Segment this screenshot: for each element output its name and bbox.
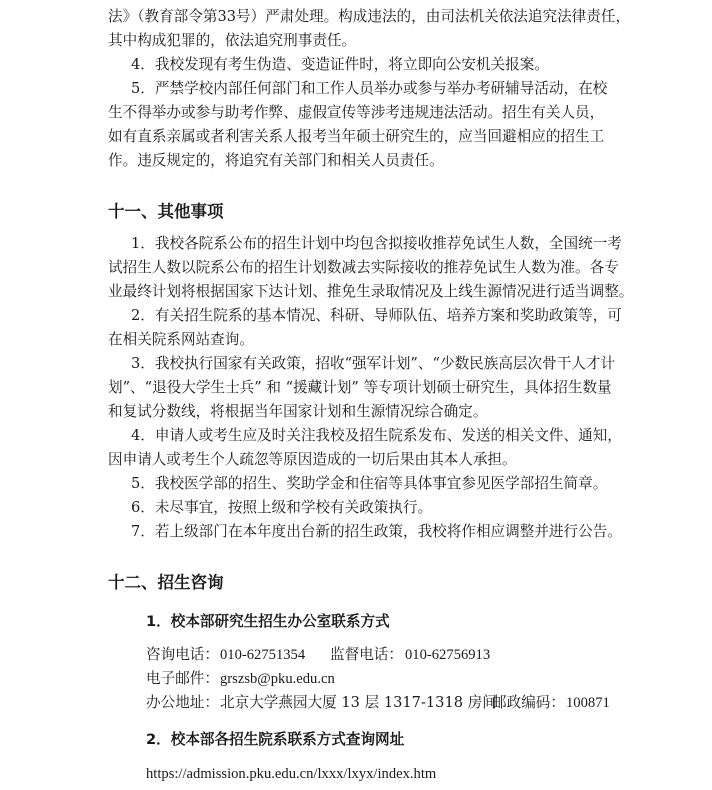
address-label: 办公地址： bbox=[146, 694, 219, 711]
subheading-main-campus-office: 1．校本部研究生招生办公室联系方式 bbox=[146, 613, 390, 630]
department-contacts-link[interactable]: https://admission.pku.edu.cn/lxxx/lxyx/index.htm bbox=[146, 766, 437, 782]
body-text-line: 法》（教育部令第33号）严肃处理。构成违法的，由司法机关依法追究法律责任， bbox=[108, 8, 631, 25]
email-address: grszsb@pku.edu.cn bbox=[220, 671, 335, 687]
body-text-line: 如有直系亲属或者利害关系人报考当年硕士研究生的，应当回避相应的招生工 bbox=[108, 128, 605, 145]
supervise-phone: 010-62756913 bbox=[405, 647, 491, 663]
supervise-phone-label: 监督电话： bbox=[330, 646, 403, 663]
list-item-5: 5．我校医学部的招生、奖助学金和住宿等具体事宜参见医学部招生简章。 bbox=[131, 475, 608, 492]
postcode-label: 邮政编码： bbox=[492, 694, 565, 711]
section-heading-other-matters: 十一、其他事项 bbox=[108, 202, 224, 221]
email-label: 电子邮件： bbox=[146, 670, 219, 687]
list-item-4: 4．申请人或考生应及时关注我校及招生院系发布、发送的相关文件、通知， bbox=[131, 427, 622, 444]
body-text-line: 和复试分数线，将根据当年国家计划和生源情况综合确定。 bbox=[108, 403, 488, 420]
list-item-2: 2．有关招生院系的基本情况、科研、导师队伍、培养方案和奖助政策等，可 bbox=[131, 307, 622, 324]
phone-label: 咨询电话： bbox=[146, 646, 219, 663]
body-text-line: 其中构成犯罪的，依法追究刑事责任。 bbox=[108, 32, 357, 49]
body-text-line: 因申请人或考生个人疏忽等原因造成的一切后果由其本人承担。 bbox=[108, 451, 517, 468]
body-text-line: 试招生人数以院系公布的招生计划数减去实际接收的推荐免试生人数为准。各专 bbox=[108, 259, 619, 276]
body-text-line: 作。违反规定的，将追究有关部门和相关人员责任。 bbox=[108, 152, 444, 169]
subheading-department-contacts: 2．校本部各招生院系联系方式查询网址 bbox=[146, 731, 405, 748]
list-item-6: 6．未尽事宜，按照上级和学校有关政策执行。 bbox=[131, 499, 433, 516]
body-text-line: 业最终计划将根据国家下达计划、推免生录取情况及上线生源情况进行适当调整。 bbox=[108, 283, 634, 300]
body-text-line: 划”、“退役大学生士兵” 和 “援藏计划” 等专项计划硕士研究生，具体招生数量 bbox=[108, 379, 612, 396]
inquiry-phone: 010-62751354 bbox=[220, 647, 306, 663]
list-item-3: 3．我校执行国家有关政策，招收“强军计划”、“少数民族高层次骨干人才计 bbox=[131, 355, 616, 372]
list-item-7: 7．若上级部门在本年度出台新的招生政策，我校将作相应调整并进行公告。 bbox=[131, 523, 622, 540]
body-text-line: 生不得举办或参与助考作弊、虚假宣传等涉考违规违法活动。招生有关人员， bbox=[108, 104, 605, 121]
list-item-5: 5．严禁学校内部任何部门和工作人员举办或参与举办考研辅导活动，在校 bbox=[131, 80, 608, 97]
office-address: 北京大学燕园大厦 13 层 1317-1318 房间 bbox=[220, 694, 497, 711]
list-item-4: 4．我校发现有考生伪造、变造证件时，将立即向公安机关报案。 bbox=[131, 56, 549, 73]
section-heading-admission-inquiry: 十二、招生咨询 bbox=[108, 573, 224, 592]
department-contacts-url[interactable] bbox=[146, 764, 436, 784]
postcode: 100871 bbox=[566, 695, 610, 711]
body-text-line: 在相关院系网站查询。 bbox=[108, 331, 254, 348]
list-item-1: 1．我校各院系公布的招生计划中均包含拟接收推荐免试生人数，全国统一考 bbox=[131, 235, 622, 252]
